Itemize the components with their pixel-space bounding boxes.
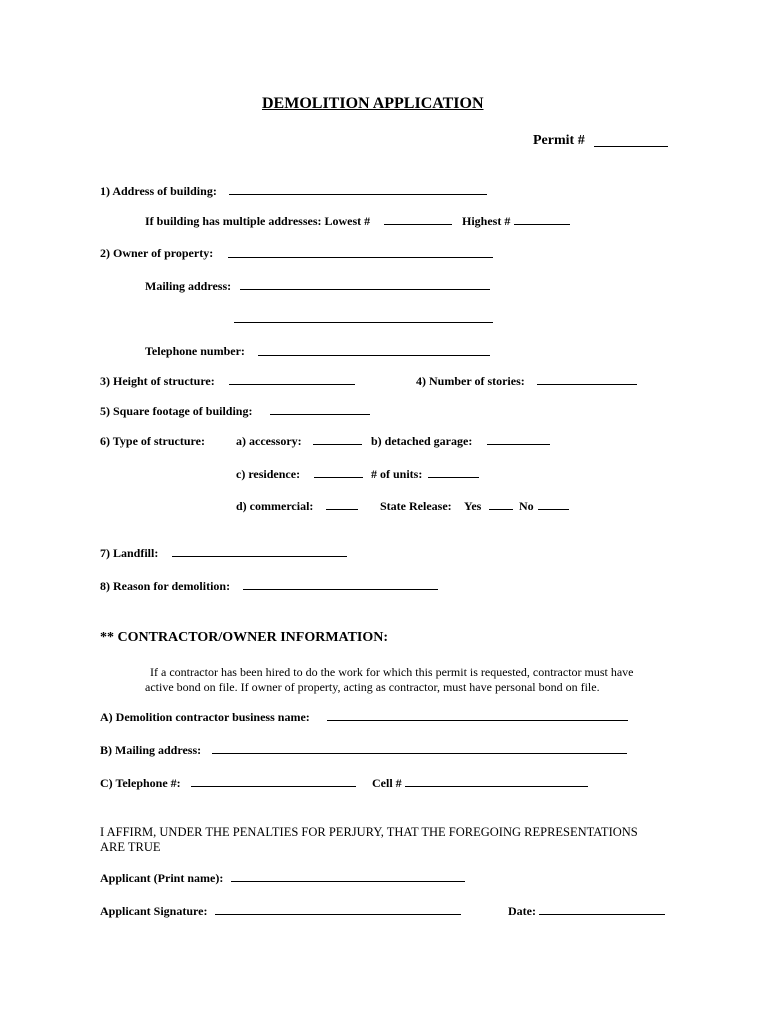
permit-number-field[interactable]	[594, 146, 668, 147]
applicant-signature-label: Applicant Signature:	[100, 904, 208, 918]
affirm-statement-line-2: ARE TRUE	[100, 840, 161, 854]
accessory-label: a) accessory:	[236, 434, 302, 448]
page-title: DEMOLITION APPLICATION	[262, 95, 484, 112]
affirm-statement-line-1: I AFFIRM, UNDER THE PENALTIES FOR PERJURY, THAT THE FOREGOING REPRESENTATIONS	[100, 825, 638, 839]
contractor-cell-field[interactable]	[405, 786, 588, 787]
square-footage-label: 5) Square footage of building:	[100, 404, 253, 418]
state-release-yes-field[interactable]	[489, 509, 513, 510]
height-of-structure-label: 3) Height of structure:	[100, 374, 215, 388]
contractor-mailing-address-field[interactable]	[212, 753, 627, 754]
lowest-address-field[interactable]	[384, 224, 452, 225]
type-of-structure-label: 6) Type of structure:	[100, 434, 205, 448]
telephone-number-label: Telephone number:	[145, 344, 245, 358]
mailing-address-field-2[interactable]	[234, 322, 493, 323]
mailing-address-label: Mailing address:	[145, 279, 232, 293]
commercial-field[interactable]	[326, 509, 358, 510]
address-of-building-field[interactable]	[229, 194, 487, 195]
address-of-building-label: 1) Address of building:	[100, 184, 217, 198]
detached-garage-field[interactable]	[487, 444, 550, 445]
square-footage-field[interactable]	[270, 414, 370, 415]
contractor-telephone-label: C) Telephone #:	[100, 776, 181, 790]
state-release-no-label: No	[519, 499, 534, 513]
reason-for-demolition-label: 8) Reason for demolition:	[100, 579, 231, 593]
contractor-owner-heading: ** CONTRACTOR/OWNER INFORMATION:	[100, 630, 389, 645]
number-of-units-field[interactable]	[428, 477, 479, 478]
height-of-structure-field[interactable]	[229, 384, 355, 385]
landfill-label: 7) Landfill:	[100, 546, 159, 560]
telephone-number-field[interactable]	[258, 355, 490, 356]
landfill-field[interactable]	[172, 556, 347, 557]
owner-of-property-field[interactable]	[228, 257, 493, 258]
commercial-label: d) commercial:	[236, 499, 314, 513]
applicant-print-name-label: Applicant (Print name):	[100, 871, 224, 885]
residence-label: c) residence:	[236, 467, 301, 481]
contractor-mailing-address-label: B) Mailing address:	[100, 743, 202, 757]
contractor-telephone-field[interactable]	[191, 786, 356, 787]
applicant-signature-field[interactable]	[215, 914, 461, 915]
contractor-note-line-1: If a contractor has been hired to do the work for which this permit is requested, contractor must have	[150, 665, 634, 679]
date-label: Date:	[508, 904, 536, 918]
contractor-note-line-2: active bond on file. If owner of property, acting as contractor, must have personal bond on file.	[145, 680, 600, 694]
highest-address-label: Highest #	[462, 214, 511, 228]
state-release-yes-label: Yes	[464, 499, 482, 513]
mailing-address-field[interactable]	[240, 289, 490, 290]
state-release-label: State Release:	[380, 499, 452, 513]
applicant-print-name-field[interactable]	[231, 881, 465, 882]
lowest-address-label: If building has multiple addresses: Lowest #	[145, 214, 371, 228]
number-of-stories-label: 4) Number of stories:	[416, 374, 525, 388]
date-field[interactable]	[539, 914, 665, 915]
state-release-no-field[interactable]	[538, 509, 569, 510]
number-of-stories-field[interactable]	[537, 384, 637, 385]
reason-for-demolition-field[interactable]	[243, 589, 438, 590]
contractor-cell-label: Cell #	[372, 776, 402, 790]
contractor-business-name-label: A) Demolition contractor business name:	[100, 710, 310, 724]
accessory-field[interactable]	[313, 444, 362, 445]
number-of-units-label: # of units:	[371, 467, 423, 481]
residence-field[interactable]	[314, 477, 363, 478]
contractor-business-name-field[interactable]	[327, 720, 628, 721]
highest-address-field[interactable]	[514, 224, 570, 225]
permit-label: Permit #	[533, 133, 585, 148]
detached-garage-label: b) detached garage:	[371, 434, 473, 448]
owner-of-property-label: 2) Owner of property:	[100, 246, 214, 260]
